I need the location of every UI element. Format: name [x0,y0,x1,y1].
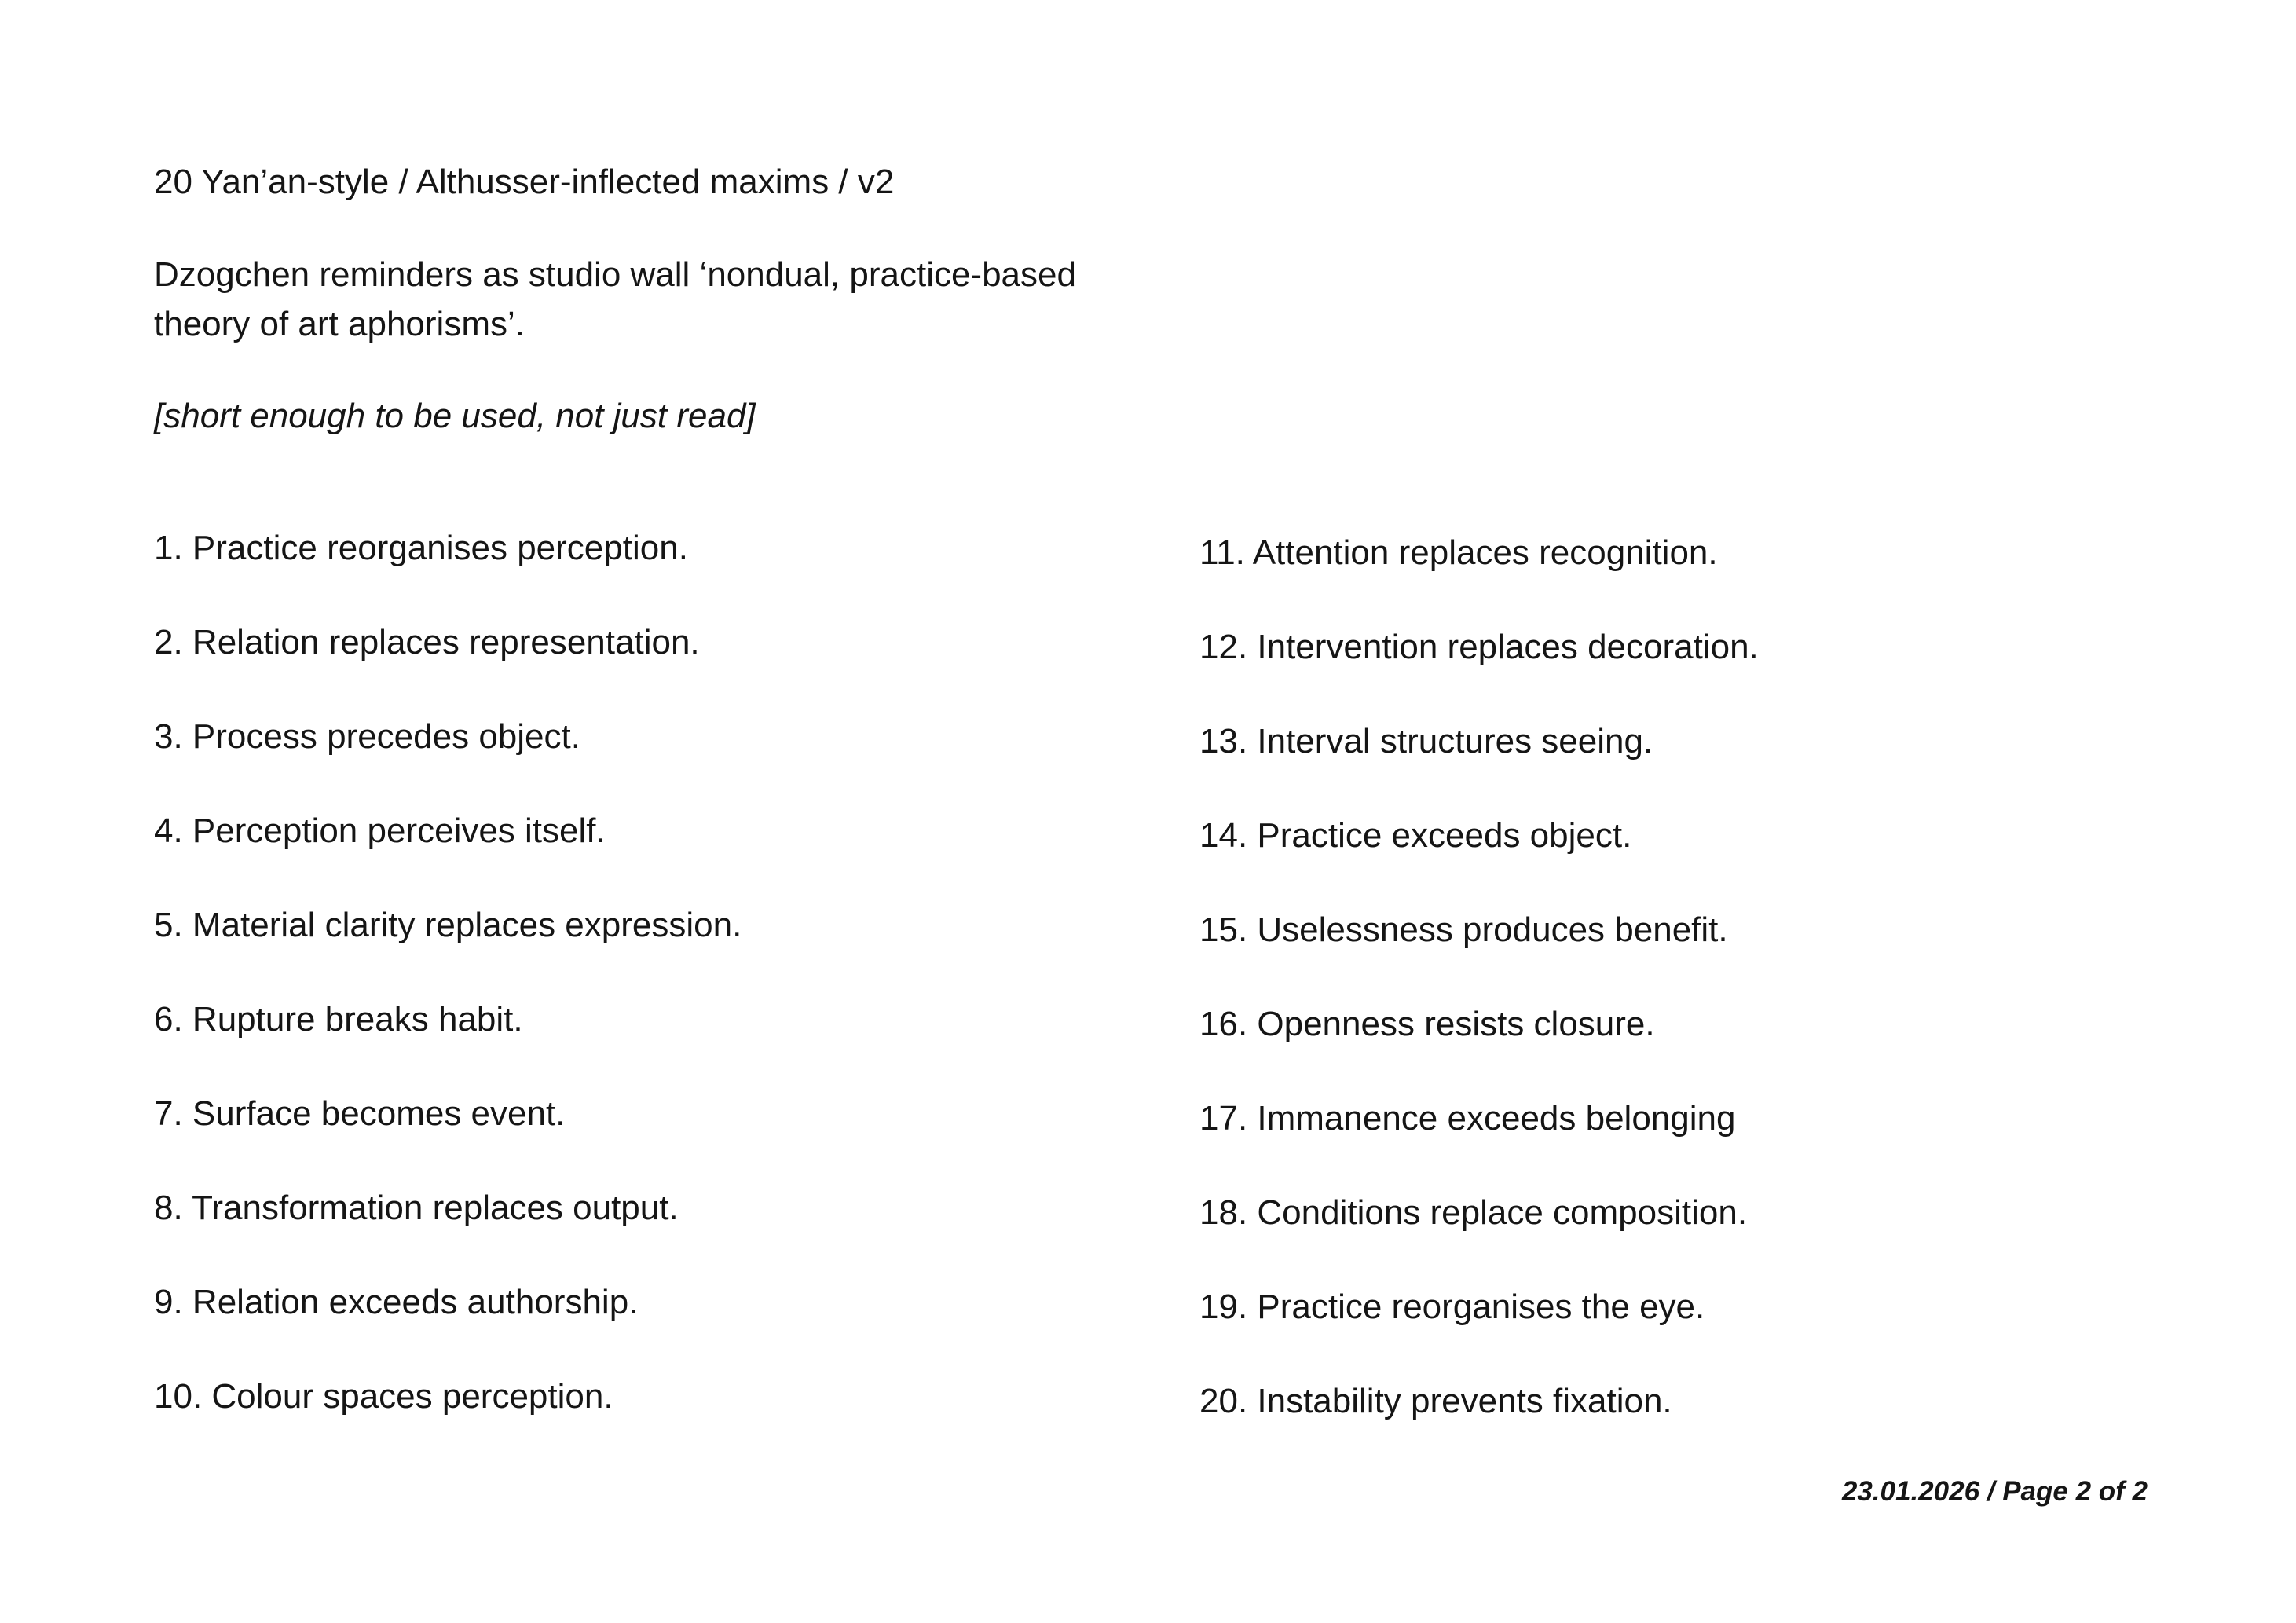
maxim-item: 7. Surface becomes event. [154,1094,566,1133]
maxims-column-right [1199,533,1759,1475]
maxim-item: 4. Perception perceives itself. [154,812,606,850]
maxim-item: 8. Transformation replaces output. [154,1189,679,1227]
maxim-item: 17. Immanence exceeds belonging [1199,1099,1736,1138]
maxim-item: 14. Practice exceeds object. [1199,816,1632,855]
maxim-item: 15. Uselessness produces benefit. [1199,910,1728,949]
maxim-item: 18. Conditions replace composition. [1199,1193,1748,1232]
maxim-item: 2. Relation replaces representation. [154,623,700,661]
maxim-item: 20. Instability prevents fixation. [1199,1382,1672,1420]
subtitle-line-2: theory of art aphorisms’. [154,305,525,343]
maxim-item: 9. Relation exceeds authorship. [154,1283,639,1321]
maxim-item: 11. Attention replaces recognition. [1199,533,1718,572]
maxim-item: 1. Practice reorganises perception. [154,529,688,567]
maxim-item: 6. Rupture breaks habit. [154,1000,523,1039]
maxim-item: 5. Material clarity replaces expression. [154,906,742,944]
subtitle-line-1: Dzogchen reminders as studio wall ‘nondual, practice-based [154,255,1076,294]
maxim-item: 12. Intervention replaces decoration. [1199,628,1759,666]
page-footer: 23.01.2026 / Page 2 of 2 [1841,1476,2148,1507]
maxims-column-left [154,528,742,1471]
maxim-item: 13. Interval structures seeing. [1199,722,1653,760]
maxim-item: 19. Practice reorganises the eye. [1199,1288,1705,1326]
maxim-item: 16. Openness resists closure. [1199,1005,1655,1043]
page-title: 20 Yan’an-style / Althusser-inflected maxims / v2 [154,163,895,201]
maxim-item: 10. Colour spaces perception. [154,1377,613,1416]
maxim-item: 3. Process precedes object. [154,717,580,756]
usage-note: [short enough to be used, not just read] [154,397,756,435]
subtitle [154,250,1076,349]
